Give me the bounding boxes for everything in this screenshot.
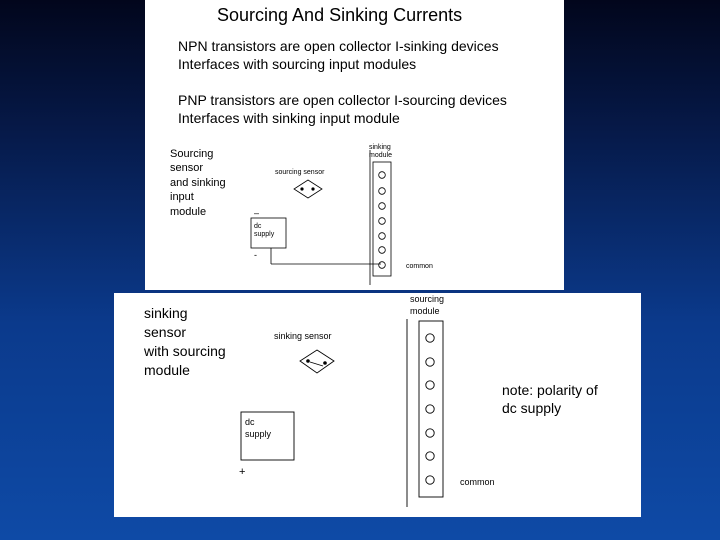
top-wiring-diagram [145, 0, 564, 290]
terminal-icon [379, 247, 386, 254]
terminal-icon [379, 233, 386, 240]
module-label-line2: sensor [170, 162, 204, 174]
bottom-io-module-label-line2: module [410, 306, 440, 316]
plus-sign: - [254, 250, 257, 260]
pnp-interface-line: Interfaces with sinking input module [178, 110, 400, 126]
bottom-wiring-diagram [114, 293, 641, 517]
sensor-label: sourcing sensor [275, 169, 325, 176]
supply-label-line2: supply [254, 231, 275, 238]
module-label-line5: module [170, 206, 207, 218]
bottom-sensor-switch [310, 362, 323, 366]
terminal-icon [426, 429, 434, 437]
io-module-label-line2: module [369, 152, 392, 159]
supply-label-line1: dc [254, 223, 262, 230]
supply-box [251, 218, 286, 248]
bottom-sensor-contact-left-icon [306, 359, 310, 363]
module-label-line3: and sinking [170, 177, 226, 189]
terminal-icon [426, 381, 434, 389]
module-label-line4: input [170, 191, 194, 203]
sensor-diamond-icon [294, 180, 322, 198]
common-label: common [406, 263, 433, 270]
pnp-line: PNP transistors are open collector I-sourcing devices [178, 92, 507, 108]
bottom-slide-panel [114, 293, 641, 517]
io-module-box [373, 162, 391, 276]
terminal-icon [426, 476, 434, 484]
bottom-sensor-diamond-icon [300, 350, 334, 373]
bottom-common-label: common [460, 477, 495, 487]
sensor-contact-left-icon [300, 187, 303, 190]
sensor-contact-right-icon [311, 187, 314, 190]
module-label-line1: Sourcing [170, 148, 214, 160]
bottom-sensor-label: sinking sensor [274, 331, 332, 341]
terminal-icon [379, 262, 386, 269]
minus-sign: – [254, 208, 260, 218]
bottom-module-label-line3: with sourcing [144, 343, 226, 359]
note-line2: dc supply [502, 400, 562, 416]
bottom-plus-sign: + [239, 466, 246, 478]
bottom-supply-label-line2: supply [245, 429, 272, 439]
bottom-io-module-box [419, 321, 443, 497]
bottom-module-label-line2: sensor [144, 324, 187, 340]
note-line1: note: polarity of [502, 382, 598, 398]
bottom-input-terminals [426, 334, 434, 484]
npn-line: NPN transistors are open collector I-sinking devices [178, 38, 499, 54]
top-slide-panel [145, 0, 564, 290]
bottom-sensor-contact-right-icon [323, 361, 327, 365]
npn-interface-line: Interfaces with sourcing input modules [178, 56, 417, 72]
terminal-icon [379, 203, 386, 210]
terminal-icon [379, 172, 386, 179]
io-module-label-line1: sinking [369, 144, 391, 151]
terminal-icon [379, 218, 386, 225]
bottom-module-label-line4: module [144, 362, 190, 378]
terminal-icon [426, 452, 434, 460]
bottom-supply-box [241, 412, 294, 460]
terminal-icon [426, 358, 434, 366]
terminal-icon [426, 334, 434, 342]
slide-title: Sourcing And Sinking Currents [217, 5, 463, 25]
bottom-module-label-line1: sinking [144, 305, 188, 321]
terminal-icon [379, 188, 386, 195]
terminal-icon [426, 405, 434, 413]
input-terminals [379, 172, 386, 269]
bottom-io-module-label-line1: sourcing [410, 294, 445, 304]
bottom-supply-label-line1: dc [245, 417, 255, 427]
